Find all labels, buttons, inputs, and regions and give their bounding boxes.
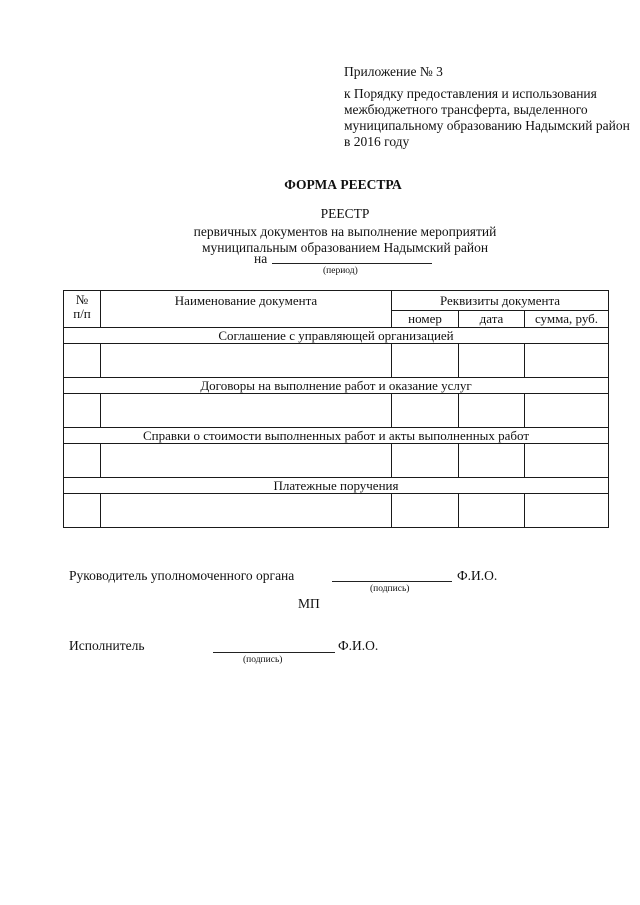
cell-doc-name[interactable] [101,394,392,428]
register-subtitle-1: первичных документов на выполнение мероприятий [193,224,497,239]
cell-no[interactable] [64,394,101,428]
section-contracts: Договоры на выполнение работ и оказание услуг [64,378,609,394]
table-row [64,444,609,478]
annex-line-4: в 2016 году [344,134,410,149]
cell-doc-name[interactable] [101,494,392,528]
period-field[interactable] [272,263,432,264]
cell-sum[interactable] [525,394,609,428]
header-number: номер [392,311,459,328]
stamp-label: МП [298,596,320,611]
table-row [64,344,609,378]
cell-sum[interactable] [525,344,609,378]
period-caption: (период) [323,266,358,276]
register-title: РЕЕСТР [320,206,370,221]
cell-doc-name[interactable] [101,444,392,478]
period-on-label: на [254,251,268,266]
cell-sum[interactable] [525,494,609,528]
section-payment-orders: Платежные поручения [64,478,609,494]
section-agreement: Соглашение с управляющей организацией [64,328,609,344]
table-row [64,494,609,528]
register-subtitle-2: муниципальным образованием Надымский район [201,240,489,255]
header-details: Реквизиты документа [392,291,609,311]
head-signature-field[interactable] [332,581,452,582]
register-table [63,290,609,528]
cell-number[interactable] [392,344,459,378]
annex-line-1: к Порядку предоставления и использования [344,86,597,101]
cell-number[interactable] [392,494,459,528]
cell-number[interactable] [392,444,459,478]
header-date: дата [459,311,525,328]
cell-sum[interactable] [525,444,609,478]
head-signature-caption: (подпись) [370,584,410,594]
cell-doc-name[interactable] [101,344,392,378]
cell-number[interactable] [392,394,459,428]
head-label: Руководитель уполномоченного органа [69,568,295,583]
register-heading [0,206,640,256]
form-title: ФОРМА РЕЕСТРА [284,177,402,192]
executor-fio: Ф.И.О. [338,638,379,653]
annex-title: Приложение № 3 [344,64,443,79]
cell-no[interactable] [64,344,101,378]
section-certificates: Справки о стоимости выполненных работ и акты выполненных работ [64,428,609,444]
header-no: № п/п [64,291,101,328]
annex-line-2: межбюджетного трансферта, выделенного [344,102,588,117]
cell-no[interactable] [64,444,101,478]
cell-no[interactable] [64,494,101,528]
cell-date[interactable] [459,394,525,428]
cell-date[interactable] [459,344,525,378]
executor-signature-caption: (подпись) [243,655,283,665]
table-row [64,394,609,428]
header-doc-name: Наименование документа [101,291,392,328]
cell-date[interactable] [459,444,525,478]
annex-block [344,64,630,150]
head-fio: Ф.И.О. [457,568,498,583]
executor-label: Исполнитель [69,638,145,653]
cell-date[interactable] [459,494,525,528]
executor-signature-field[interactable] [213,652,335,653]
annex-line-3: муниципальному образованию Надымский район [344,118,630,133]
header-sum: сумма, руб. [525,311,609,328]
